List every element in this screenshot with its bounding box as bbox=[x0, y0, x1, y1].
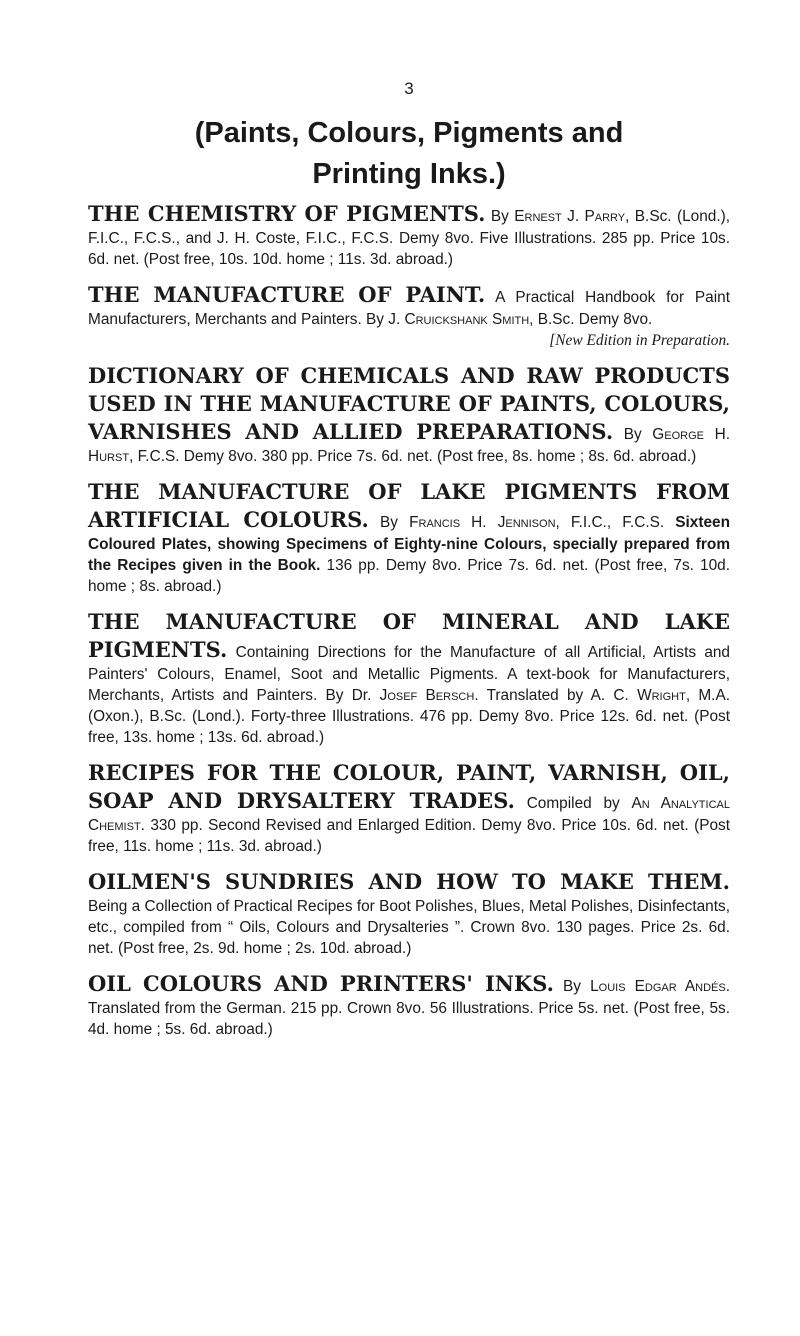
book-author: Louis Edgar Andés bbox=[590, 978, 726, 995]
book-entry-dictionary-of-chemicals: DICTIONARY OF CHEMICALS AND RAW PRODUCTS USED IN THE MANUFACTURE OF PAINTS, COLOURS, VARNISHES AND ALLIED PREPARATIONS. By George H. Hurst, F.C.S. Demy 8vo. 380 pp. Price 7s. 6d. net. (Post free, 8s. home ; 8s. 6d. abroad.) bbox=[88, 363, 730, 465]
book-details: , B.Sc. (Lond.), F.I.C., F.C.S., and J. H. Coste, F.I.C., F.C.S. Demy 8vo. Five Illustrations. 285 pp. Price 10s. 6d. net. (Post free, 10s. 10d. home ; 11s. 3d. abroad.) bbox=[88, 208, 730, 268]
book-title: THE MANUFACTURE OF LAKE PIGMENTS FROM ARTIFICIAL COLOURS. bbox=[88, 479, 730, 532]
section-heading bbox=[88, 113, 730, 195]
book-entry-oil-colours-and-inks: OIL COLOURS AND PRINTERS' INKS. By Louis Edgar Andés. Translated from the German. 215 pp. Crown 8vo. 56 Illustrations. Price 5s. net. (Post free, 5s. 4d. home ; 5s. 6d. abroad.) bbox=[88, 971, 731, 1038]
book-translator: Wright bbox=[637, 687, 686, 704]
book-details: , F.I.C., F.C.S. bbox=[555, 514, 676, 531]
book-title: THE MANUFACTURE OF MINERAL AND LAKE PIGMENTS. bbox=[88, 609, 730, 662]
book-title: THE MANUFACTURE OF PAINT. bbox=[88, 282, 486, 307]
section-heading-line-2: Printing Inks.) bbox=[312, 158, 506, 190]
book-details: Containing Directions for the Manufacture of all Artificial, Artists and Painters' Colours, Enamel, Soot and Metallic Pigments. A text-book for Manufacturers, Merchants, Artists and Painters. By Dr. bbox=[88, 644, 730, 704]
book-entry-recipes bbox=[88, 759, 730, 857]
section-heading-line-1: (Paints, Colours, Pigments and bbox=[194, 117, 624, 149]
book-author: George H. Hurst bbox=[88, 426, 730, 465]
book-entries bbox=[88, 200, 730, 1051]
book-author: Josef Bersch bbox=[379, 687, 475, 704]
book-author: Ernest J. Parry bbox=[514, 208, 626, 225]
book-entry-lake-pigments: THE MANUFACTURE OF LAKE PIGMENTS FROM ARTIFICIAL COLOURS. By Francis H. Jennison, F.I.C., F.C.S. Sixteen Coloured Plates, showing Specimens of Eighty-nine Colours, specially prepared from the Recipes given in the Book. 136 pp. Demy 8vo. Price 7s. 6d. net. (Post free, 7s. 10d. home ; 8s. abroad.) bbox=[88, 479, 731, 595]
book-title: OILMEN'S SUNDRIES AND HOW TO MAKE THEM. bbox=[88, 869, 730, 894]
book-details: Being a Collection of Practical Recipes for Boot Polishes, Blues, Metal Polishes, Disinfectants, etc., compiled from “ Oils, Colours and Drysalteries ”. Crown 8vo. 130 pages. Price 2s. 6d. net. (Post free, 2s. 9d. home ; 2s. 10d. abroad.) bbox=[88, 898, 730, 957]
book-title: DICTIONARY OF CHEMICALS AND RAW PRODUCTS USED IN THE MANUFACTURE OF PAINTS, COLOURS, VARNISHES AND ALLIED PREPARATIONS. bbox=[88, 363, 730, 444]
page-number: 3 bbox=[404, 79, 414, 98]
book-details: . 330 pp. Second Revised and Enlarged Edition. Demy 8vo. Price 10s. 6d. net. (Post free, 11s. home ; 11s. 3d. abroad.) bbox=[88, 817, 730, 855]
book-title: THE CHEMISTRY OF PIGMENTS. bbox=[88, 201, 486, 226]
book-author: Francis H. Jennison bbox=[409, 514, 556, 531]
book-details: , M.A. (Oxon.), B.Sc. (Lond.). Forty-three Illustrations. 476 pp. Demy 8vo. Price 12s. 6d. net. (Post free, 13s. home ; 13s. 6d. abroad.) bbox=[88, 687, 730, 746]
book-details: . Translated from the German. 215 pp. Crown 8vo. 56 Illustrations. Price 5s. net. (Post free, 5s. 4d. home ; 5s. 6d. abroad.) bbox=[88, 978, 731, 1038]
book-entry-oilmens-sundries bbox=[88, 868, 730, 959]
book-entry-manufacture-of-paint bbox=[88, 281, 730, 351]
book-title: RECIPES FOR THE COLOUR, PAINT, VARNISH, OIL, SOAP AND DRYSALTERY TRADES. bbox=[88, 760, 730, 813]
book-author: Cruickshank Smith bbox=[404, 311, 530, 328]
book-details: A Practical Handbook for Paint Manufacturers, Merchants and Painters. By J. bbox=[88, 289, 730, 328]
book-entry-mineral-and-lake-pigments bbox=[88, 608, 730, 748]
edition-note: [New Edition in Preparation. bbox=[549, 332, 730, 349]
book-details: Compiled by bbox=[514, 795, 632, 812]
book-details: . Translated by A. C. bbox=[474, 687, 638, 704]
catalogue-page bbox=[88, 0, 730, 1336]
book-author: An Analytical Chemist bbox=[88, 795, 730, 834]
book-details: , B.Sc. Demy 8vo. bbox=[529, 311, 653, 328]
book-entry-chemistry-of-pigments: THE CHEMISTRY OF PIGMENTS. By Ernest J. Parry, B.Sc. (Lond.), F.I.C., F.C.S., and J. H. Coste, F.I.C., F.C.S. Demy 8vo. Five Illustrations. 285 pp. Price 10s. 6d. net. (Post free, 10s. 10d. home ; 11s. 3d. abroad.) bbox=[88, 201, 730, 268]
book-details: 136 pp. Demy 8vo. Price 7s. 6d. net. (Post free, 7s. 10d. home ; 8s. abroad.) bbox=[88, 557, 730, 595]
book-highlight: Sixteen Coloured Plates, showing Specimens of Eighty-nine Colours, specially prepared from the Recipes given in the Book. bbox=[88, 514, 731, 574]
book-details: , F.C.S. Demy 8vo. 380 pp. Price 7s. 6d. net. (Post free, 8s. home ; 8s. 6d. abroad.) bbox=[129, 448, 697, 465]
book-title: OIL COLOURS AND PRINTERS' INKS. bbox=[88, 971, 554, 996]
